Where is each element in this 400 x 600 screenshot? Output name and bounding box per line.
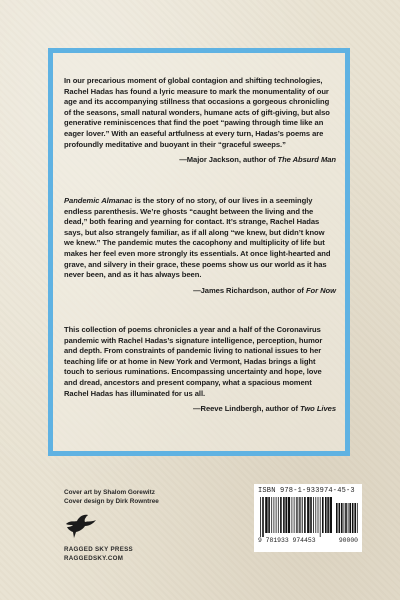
blurb-jackson bbox=[64, 76, 336, 166]
blurb-attribution: —James Richardson, author of For Now bbox=[193, 285, 336, 295]
cover-credits bbox=[64, 488, 159, 506]
publisher-website: RAGGEDSKY.COM bbox=[64, 555, 124, 562]
cover-art-credit: Cover art by Shalom Gorewitz bbox=[64, 489, 155, 496]
cover-design-credit: Cover design by Dirk Rowntree bbox=[64, 498, 159, 505]
blurb-text: Pandemic Almanac is the story of no story, of our lives in a seemingly endless parenthesis. We’re ghosts “caught between the living and the dead,” both fearing and yearning for contact. It’s strange, Rachel Hadas says, but also strangely familiar, as if all along “we knew, but didn’t know we knew.” The pandemic mutes the cacophony and multiplicity of life but makes her feel even more strongly its essentials. At once light-hearted and grave, and silvery in their grace, these poems show us our world as it has never been, and as it has always been. bbox=[64, 196, 331, 280]
barcode-digits bbox=[258, 537, 358, 545]
isbn-barcode bbox=[254, 484, 362, 552]
publisher-info bbox=[64, 545, 133, 563]
blurb-attribution: —Reeve Lindbergh, author of Two Lives bbox=[192, 404, 336, 414]
price-code: 90000 bbox=[338, 537, 358, 544]
publisher-name: RAGGED SKY PRESS bbox=[64, 546, 133, 553]
isbn-number: ISBN 978-1-933974-45-3 bbox=[258, 487, 355, 495]
barcode-bars bbox=[258, 497, 358, 537]
blurb-text: This collection of poems chronicles a year and a half of the Coronavirus pandemic with Rachel Hadas’s signature intelligence, perception, humor and depth. From constraints of pandemic living to national issues to her teaching life or at home in New York and Vermont, Hadas brings a light touch to serious ruminations. Encompassing uncertainty and hope, love and dread, ancestors and present company, what a spacious moment Rachel Hadas has illuminated for us all. bbox=[64, 325, 323, 398]
blurb-text: In our precarious moment of global contagion and shifting technologies, Rachel Hadas has found a lyric measure to mark the monumentality of our age and its accompanying stillness that occasions a gorgeous chronicling of the seasons, small natural wonders, humane acts of gift-giving, but also generative reminiscences that find the poet “pawing through time like an eager lover.” With an easeful artfulness at every turn, Hadas’s poems are profoundly meditative and buoyant in their “graceful sweeps.” bbox=[64, 76, 330, 149]
book-title: Pandemic Almanac bbox=[64, 196, 133, 205]
raven-logo-icon bbox=[64, 512, 98, 540]
ean-number: 9 781933 974453 bbox=[258, 537, 316, 544]
blurb-lindbergh bbox=[64, 325, 336, 415]
blurb-attribution: —Major Jackson, author of The Absurd Man bbox=[179, 155, 336, 165]
blurb-richardson bbox=[64, 196, 336, 296]
